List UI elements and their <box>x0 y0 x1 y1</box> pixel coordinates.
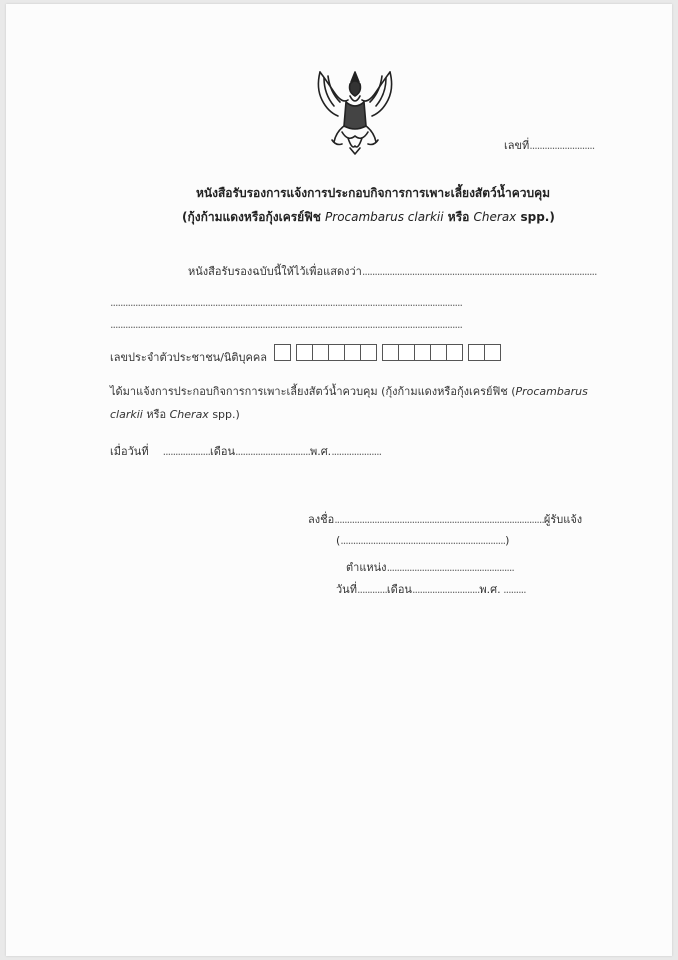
document-page <box>6 4 672 956</box>
sig-month-field[interactable]: ........................... <box>411 583 480 596</box>
notice-prefix: ได้มาแจ้งการประกอบกิจการการเพาะเลี้ยงสัตว์น้ำควบคุม (กุ้งก้ามแดงหรือกุ้งเครย์ฟิช ( <box>110 385 516 398</box>
position-field[interactable]: ................................................... <box>386 561 514 574</box>
sig-month-label: เดือน <box>386 583 412 596</box>
sig-year-field[interactable]: ......... <box>500 583 526 596</box>
date-year-field[interactable]: .................... <box>331 445 382 458</box>
notice-suffix: spp.) <box>208 408 240 421</box>
id-digit-box[interactable] <box>312 344 329 361</box>
date-day-field[interactable]: ................... <box>162 445 211 458</box>
id-digit-box[interactable] <box>296 344 313 361</box>
id-digit-box[interactable] <box>414 344 431 361</box>
signature-line <box>308 510 582 528</box>
number-label: เลขที่ <box>504 139 530 152</box>
blank-line-1[interactable]: ............................................................................................................................................. <box>110 296 463 309</box>
sign-label: ลงชื่อ <box>308 513 335 526</box>
position-label: ตำแหน่ง <box>346 561 387 574</box>
notice-or: หรือ <box>142 408 170 421</box>
id-digit-box[interactable] <box>328 344 345 361</box>
species-name-2: Cherax <box>473 210 517 224</box>
number-field[interactable]: .......................... <box>529 139 595 152</box>
species-name-1: Procambarus clarkii <box>325 210 444 224</box>
id-digit-box[interactable] <box>344 344 361 361</box>
sig-day-field[interactable]: ............ <box>356 583 387 596</box>
certify-line <box>188 262 597 280</box>
page-title: หนังสือรับรองการแจ้งการประกอบกิจการการเพาะเลี้ยงสัตว์น้ำควบคุม <box>196 186 551 200</box>
id-digit-box[interactable] <box>484 344 501 361</box>
sig-year-label: พ.ศ. <box>479 583 501 596</box>
id-digit-box[interactable] <box>274 344 291 361</box>
subtitle-or: หรือ <box>443 210 474 224</box>
name-close-paren: ) <box>505 534 510 547</box>
signatory-name-line <box>336 534 509 547</box>
id-label: เลขประจำตัวประชาชน/นิติบุคคล <box>110 351 267 364</box>
position-line <box>346 558 514 576</box>
notice-line-2 <box>110 405 240 423</box>
blank-line-2[interactable]: ............................................................................................................................................. <box>110 318 463 331</box>
certify-label: หนังสือรับรองฉบับนี้ให้ไว้เพื่อแสดงว่า <box>188 265 362 278</box>
notice-species-1a: Procambarus <box>515 385 588 398</box>
year-label: พ.ศ. <box>309 445 332 458</box>
garuda-emblem-icon <box>312 66 398 156</box>
subtitle-prefix: (กุ้งก้ามแดงหรือกุ้งเครย์ฟิช <box>182 210 326 224</box>
id-digit-box[interactable] <box>468 344 485 361</box>
page-subtitle <box>182 208 555 227</box>
notice-line-1 <box>110 382 588 400</box>
sig-day-label: วันที่ <box>336 583 357 596</box>
name-open-paren: ( <box>336 534 341 547</box>
date-line <box>110 442 381 460</box>
certify-name-field[interactable]: .............................................................................................. <box>361 265 597 278</box>
date-month-field[interactable]: .............................. <box>235 445 310 458</box>
subtitle-suffix: spp.) <box>516 210 555 224</box>
id-digit-box[interactable] <box>398 344 415 361</box>
recipient-label: ผู้รับแจ้ง <box>543 513 583 526</box>
id-digit-box[interactable] <box>382 344 399 361</box>
signature-field[interactable]: .................................................................................... <box>334 513 544 526</box>
month-label: เดือน <box>210 445 236 458</box>
document-number <box>504 136 594 154</box>
id-digit-box[interactable] <box>446 344 463 361</box>
date-label: เมื่อวันที่ <box>110 445 149 458</box>
signature-date-line <box>336 580 526 598</box>
signatory-name-field[interactable]: .................................................................. <box>340 534 506 547</box>
notice-species-1b: clarkii <box>110 408 143 421</box>
notice-species-2: Cherax <box>169 408 209 421</box>
id-digit-box[interactable] <box>430 344 447 361</box>
id-digit-box[interactable] <box>360 344 377 361</box>
